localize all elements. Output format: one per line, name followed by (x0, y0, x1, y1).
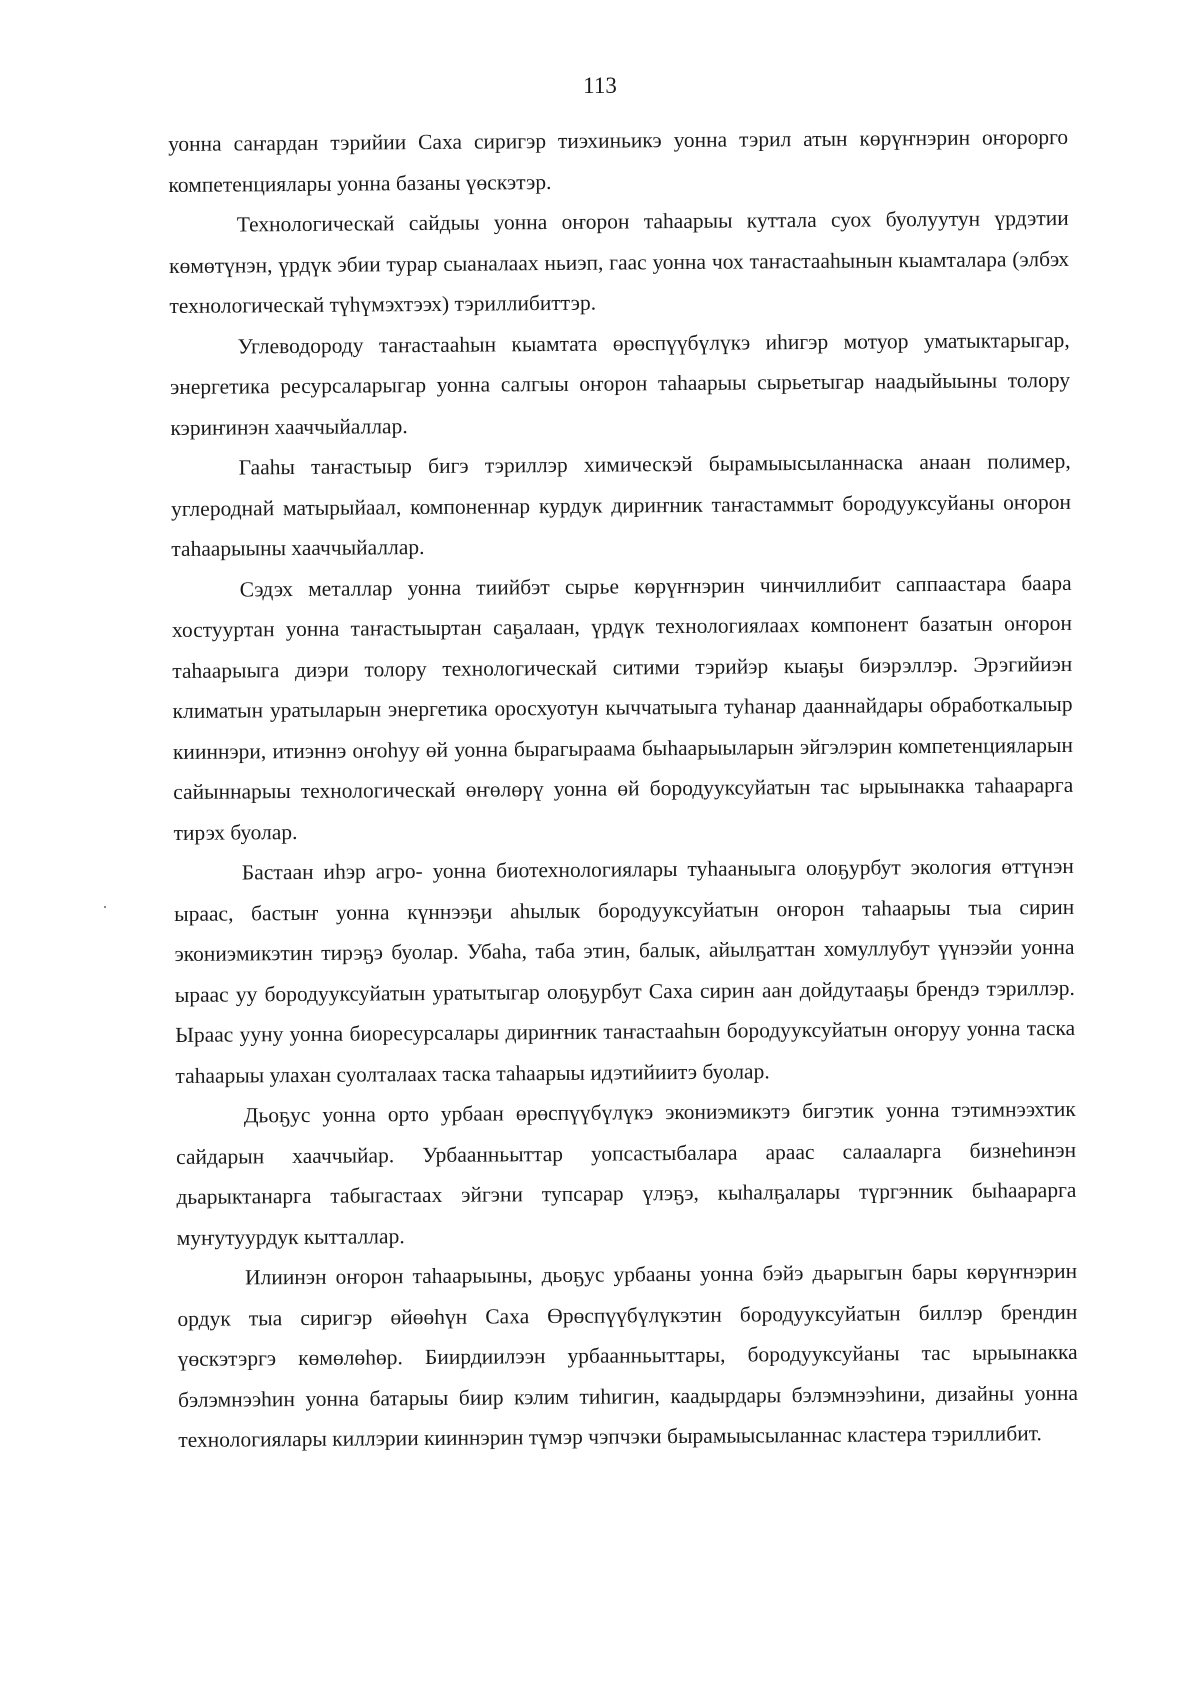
paragraph-2: Технологическай сайдыы уонна оҥорон таһаарыы куттала суох буолуутун үрдэтии көмөтүнэн, үрдүк эбии турар сыаналаах ньиэп, гаас уонна чох таҥастааһынын кыамталара (элбэх технологическай түһүмэхтээх) тэриллибиттэр. (169, 205, 1070, 318)
paragraph-5: Сэдэх металлар уонна тиийбэт сырье көрүҥнэрин чинчиллибит саппаастара баара хостууртан уонна таҥастыыртан саҕалаан, үрдүк технологиялаах компонент базатын оҥорон таһаарыыга диэри толору технологическай ситими тэрийэр кыаҕы биэрэллэр. Эрэгийиэн климатын уратыларын энергетика оросхуотун кыччатыыга туһанар дааннайдары обработкалыыр кииннэри, итиэннэ оҥоһуу өй уонна бырагыраама быһаарыыларын эйгэлэрин компетенцияларын сайыннарыы технологическай өҥөлөрү уонна өй бородууксуйатын тас ырыынакка таһаарарга тирэх буолар. (171, 570, 1074, 845)
scan-speck (104, 906, 106, 908)
paragraph-7: Дьоҕус уонна орто урбаан өрөспүүбүлүкэ экониэмикэтэ бигэтик уонна тэтимнээхтик сайдарын хааччыйар. Урбаанньыттар уопсастыбалара араас салааларга бизнеһинэн дьарыктанарга табыгастаах эйгэни тупсарар үлэҕэ, кыһалҕалары түргэнник быһаарарга муҥутуурдук кытталлар. (176, 1096, 1077, 1250)
page-number: 113 (583, 73, 617, 98)
body-text (168, 117, 1078, 1461)
paragraph-1: уонна саҥардан тэрийии Саха сиригэр тиэхиньикэ уонна тэрил атын көрүҥнэрин оҥорорго компетенциялары уонна базаны үөскэтэр. (168, 124, 1069, 197)
paragraph-3: Углеводороду таҥастааһын кыамтата өрөспүүбүлүкэ иһигэр мотуор уматыктарыгар, энергетика ресурсаларыгар уонна салгыы оҥорон таһаарыы сырьетыгар наадыйыыны толору кэриҥинэн хааччыйаллар. (169, 327, 1071, 440)
paragraph-8: Илиинэн оҥорон таһаарыыны, дьоҕус урбааны уонна бэйэ дьарыгын бары көрүҥнэрин ордук тыа сиригэр өйөөһүн Саха Өрөспүүбүлүкэтин бородууксуйатын биллэр брендин үөскэтэргэ көмөлөһөр. Биирдиилээн урбаанньыттары, бородууксуйаны тас ырыынакка бэлэмнээһин уонна батарыы биир кэлим тиһигин, каадырдары бэлэмнээһини, дизайны уонна технологиялары киллэрии кииннэрин түмэр чэпчэки бырамыысыланнас кластера тэриллибит. (177, 1258, 1079, 1452)
paragraph-6: Бастаан иһэр агро- уонна биотехнологиялары туһааныыга олоҕурбут экология өттүнэн ыраас, бастыҥ уонна күннээҕи аһылык бородууксуйатын оҥорон таһаарыы тыа сирин экониэмикэтин тирэҕэ буолар. Убаһа, таба этин, балык, айылҕаттан хомуллубут үүнээйи уонна ыраас уу бородууксуйатын уратытыгар олоҕурбут Саха сирин аан дойдутааҕы брендэ тэриллэр. Ыраас ууну уонна биоресурсалары дириҥник таҥастааһын бородууксуйатын оҥоруу уонна таска таһаарыы улахан суолталаах таска таһаарыы идэтийиитэ буолар. (174, 853, 1076, 1088)
paragraph-4: Гааһы таҥастыыр бигэ тэриллэр химическэй бырамыысыланнаска анаан полимер, углероднай матырыйаал, компоненнар курдук дириҥник таҥастаммыт бородууксуйаны оҥорон таһаарыыны хааччыйаллар. (170, 448, 1072, 561)
